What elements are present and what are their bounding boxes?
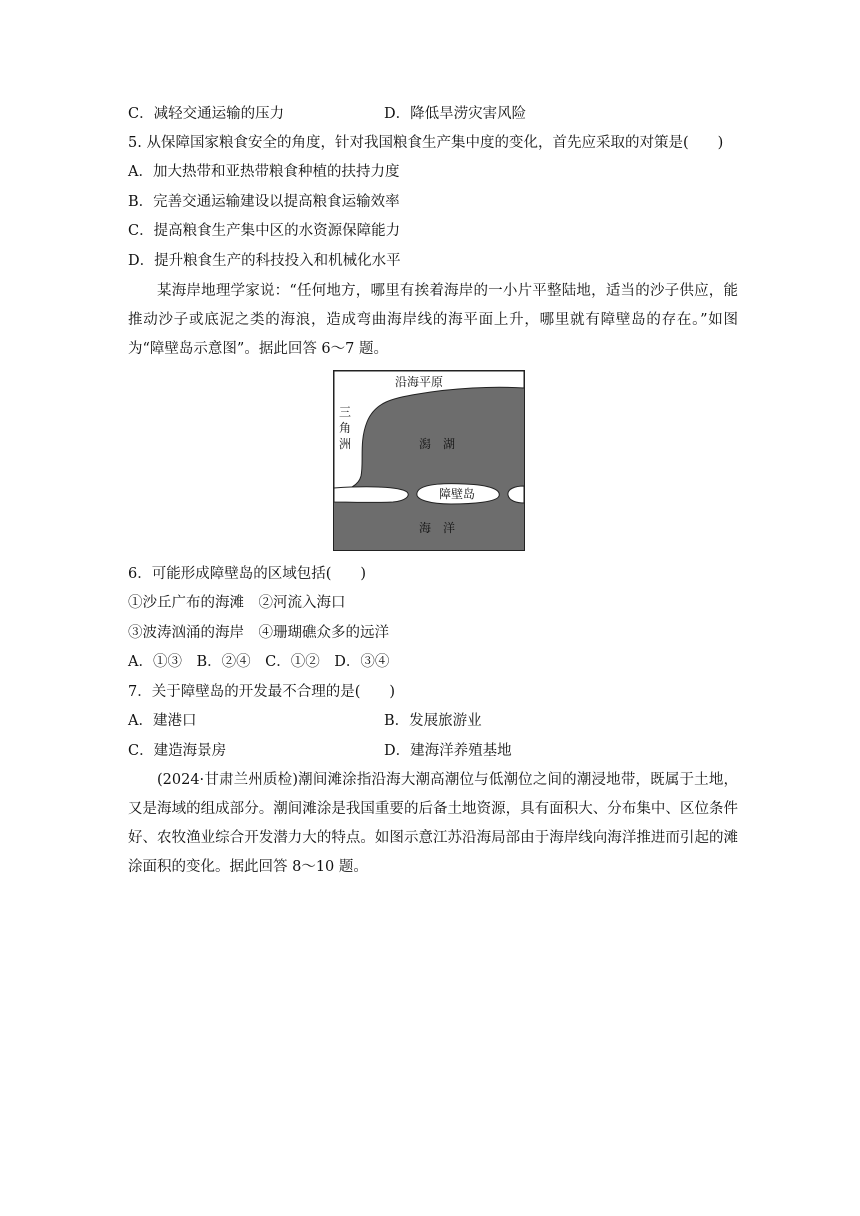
barrier-island-diagram [333, 370, 525, 551]
label-delta-3: 洲 [339, 437, 352, 451]
passage-barrier-island: 某海岸地理学家说：“任何地方，哪里有挨着海岸的一小片平整陆地，适当的沙子供应，能推动沙子或底泥之类的海浪，造成弯曲海岸线的海平面上升，哪里就有障壁岛的存在。”如图为“障壁岛示意图”。据此回答 6～7 题。 [128, 283, 738, 357]
q5-option-b: B．完善交通运输建设以提高粮食运输效率 [128, 194, 400, 210]
label-ocean: 海 洋 [419, 521, 456, 535]
q5-stem: 5. 从保障国家粮食安全的角度，针对我国粮食生产集中度的变化，首先应采取的对策是( ) [128, 135, 724, 151]
q6-options: A．①③ B．②④ C．①② D．③④ [128, 654, 390, 670]
passage-tidal-flats: (2024·甘肃兰州质检)潮间滩涂指沿海大潮高潮位与低潮位之间的潮浸地带，既属于土地，又是海域的组成部分。潮间滩涂是我国重要的后备土地资源，具有面积大、分布集中、区位条件好、农牧渔业综合开发潜力大的特点。如图示意江苏沿海局部由于海岸线向海洋推进而引起的滩涂面积的变化。据此回答 8～10 题。 [128, 772, 738, 875]
q6-items-line1: ①沙丘广布的海滩 ②河流入海口 [128, 595, 346, 611]
q4-option-c: C．减轻交通运输的压力 [128, 106, 285, 122]
q5-option-a: A．加大热带和亚热带粮食种植的扶持力度 [128, 164, 400, 180]
label-delta-2: 角 [339, 421, 352, 435]
q7-stem: 7．关于障壁岛的开发最不合理的是( ) [128, 684, 396, 700]
q5-option-c: C．提高粮食生产集中区的水资源保障能力 [128, 223, 401, 239]
q6-items-line2: ③波涛汹涌的海岸 ④珊瑚礁众多的远洋 [128, 625, 389, 641]
label-barrier-island: 障壁岛 [439, 487, 476, 501]
q7-option-b: B．发展旅游业 [384, 713, 482, 729]
left-barrier-spit [334, 487, 408, 503]
q5-option-d: D．提升粮食生产的科技投入和机械化水平 [128, 253, 401, 269]
q7-option-d: D．建海洋养殖基地 [384, 743, 512, 759]
q4-option-d: D．降低旱涝灾害风险 [384, 106, 527, 122]
label-coastal-plain: 沿海平原 [395, 375, 444, 389]
label-lagoon: 潟 湖 [419, 437, 456, 451]
q6-stem: 6．可能形成障壁岛的区域包括( ) [128, 566, 367, 582]
q7-option-a: A．建港口 [128, 713, 197, 729]
q7-option-c: C．建造海景房 [128, 743, 227, 759]
label-delta-1: 三 [339, 405, 352, 419]
